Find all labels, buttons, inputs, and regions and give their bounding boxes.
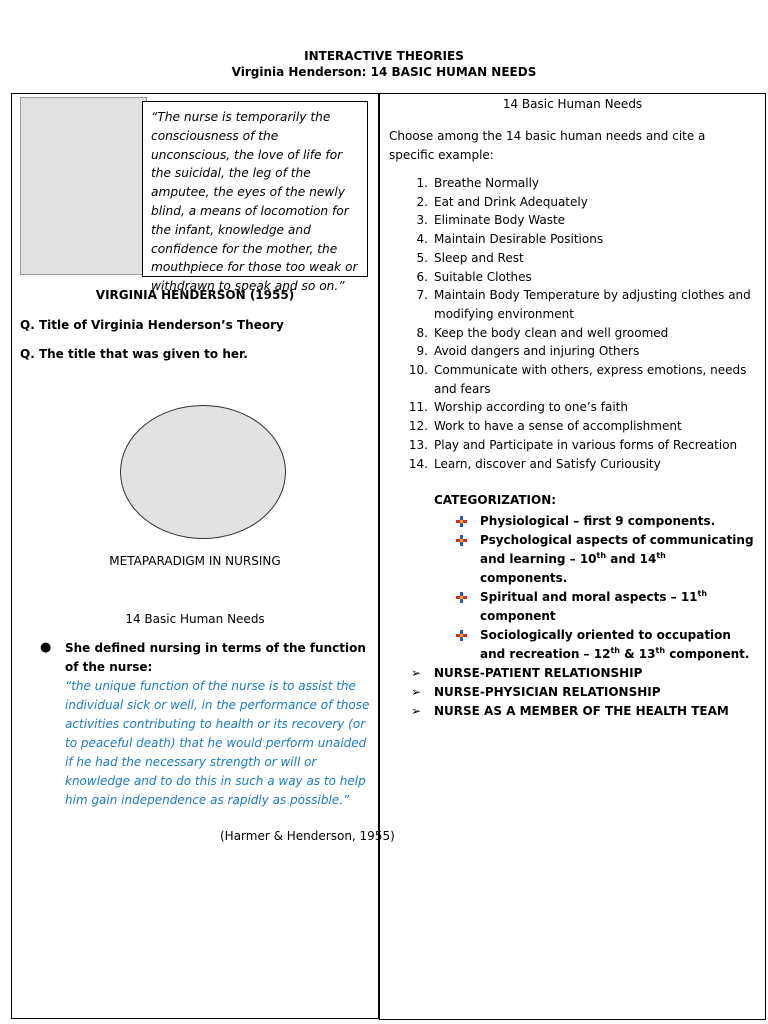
list-item bbox=[400, 324, 760, 343]
list-item-number: 12. bbox=[408, 419, 428, 434]
plus-bullet-icon bbox=[456, 592, 467, 603]
list-item bbox=[400, 286, 760, 323]
list-item-number: 6. bbox=[416, 269, 428, 284]
list-item-number: 11. bbox=[408, 400, 428, 415]
list-item-number: 9. bbox=[416, 344, 428, 359]
list-item bbox=[400, 361, 760, 398]
document-title bbox=[0, 48, 768, 80]
list-item-number: 8. bbox=[416, 325, 428, 340]
list-item bbox=[400, 249, 760, 268]
category-sociological: Sociologically oriented to occupation and recreation – 12th & 13th component. bbox=[480, 628, 750, 661]
list-item-text: Sleep and Rest bbox=[434, 250, 524, 265]
relationship-label: NURSE AS A MEMBER OF THE HEALTH TEAM bbox=[434, 704, 729, 718]
list-item bbox=[455, 588, 755, 626]
category-physiological: Physiological – first 9 components. bbox=[480, 514, 716, 528]
plus-bullet-icon bbox=[456, 630, 467, 641]
list-item-text: Maintain Desirable Positions bbox=[434, 232, 604, 247]
relationship-label: NURSE-PHYSICIAN RELATIONSHIP bbox=[434, 685, 661, 699]
list-item bbox=[400, 174, 760, 193]
plus-bullet-icon bbox=[456, 516, 467, 527]
title-line-2: Virginia Henderson: 14 BASIC HUMAN NEEDS bbox=[231, 65, 537, 79]
list-item-text: Keep the body clean and well groomed bbox=[434, 325, 669, 340]
henderson-oval-portrait-placeholder bbox=[120, 405, 286, 539]
category-psychological: Psychological aspects of communicating and learning – 10th and 14th components. bbox=[480, 533, 754, 585]
needs-heading: 14 Basic Human Needs bbox=[502, 97, 643, 111]
list-item bbox=[400, 436, 760, 455]
name-heading: VIRGINIA HENDERSON (1955) bbox=[95, 288, 295, 302]
list-item-text: Communicate with others, express emotions, needs and fears bbox=[434, 363, 747, 396]
question-2: Q. The title that was given to her. bbox=[20, 347, 248, 361]
list-item bbox=[411, 683, 729, 702]
list-item-text: Avoid dangers and injuring Others bbox=[434, 344, 640, 359]
list-item-number: 1. bbox=[416, 176, 428, 190]
list-item-text: Learn, discover and Satisfy Curiousity bbox=[434, 456, 661, 471]
list-item-text: Eat and Drink Adequately bbox=[434, 194, 588, 209]
nurse-quote-box: “The nurse is temporarily the consciousness of the unconscious, the love of life for the suicidal, the leg of the amputee, the eyes of the newly blind, a means of locomotion for the infant, knowledge and confidence for the mother, the mouthpiece for those too weak or withdrawn to speak and so on.” bbox=[142, 101, 368, 277]
relationship-label: NURSE-PATIENT RELATIONSHIP bbox=[434, 666, 643, 680]
arrow-bullet-icon: ➢ bbox=[411, 704, 422, 718]
arrow-bullet-icon: ➢ bbox=[411, 685, 422, 699]
list-item-text: Worship according to one’s faith bbox=[434, 400, 628, 415]
list-item bbox=[455, 531, 755, 588]
categorization-list bbox=[455, 512, 755, 664]
relationships-list bbox=[411, 664, 729, 721]
title-line-1: INTERACTIVE THEORIES bbox=[304, 49, 464, 63]
needs-instructions: Choose among the 14 basic human needs and cite a specific example: bbox=[389, 129, 706, 162]
list-item bbox=[411, 664, 729, 683]
list-item-number: 14. bbox=[408, 456, 428, 471]
list-item-text: Breathe Normally bbox=[434, 176, 539, 190]
bullet-icon: ● bbox=[40, 640, 52, 655]
list-item-number: 10. bbox=[408, 363, 428, 378]
list-item-number: 13. bbox=[408, 437, 428, 452]
list-item-number: 7. bbox=[416, 288, 428, 303]
list-item-number: 2. bbox=[416, 194, 428, 209]
list-item-text: Suitable Clothes bbox=[434, 269, 532, 284]
list-item-number: 4. bbox=[416, 232, 428, 247]
list-item bbox=[455, 626, 755, 664]
question-1: Q. Title of Virginia Henderson’s Theory bbox=[20, 318, 284, 332]
list-item-text: Work to have a sense of accomplishment bbox=[434, 419, 682, 434]
list-item-number: 5. bbox=[416, 250, 428, 265]
list-item bbox=[400, 342, 760, 361]
category-spiritual: Spiritual and moral aspects – 11th component bbox=[480, 589, 708, 623]
definition-quote: “the unique function of the nurse is to assist the individual sick or well, in the performance of those activities contributing to health or its recovery (or to peaceful death) that he would perform unaided if he had the necessary strength or will or knowledge and to do this in such a way as to help him gain independence as rapidly as possible.” bbox=[65, 679, 370, 807]
list-item bbox=[400, 268, 760, 287]
list-item bbox=[400, 398, 760, 417]
list-item-text: Maintain Body Temperature by adjusting clothes and modifying environment bbox=[434, 288, 751, 321]
citation: (Harmer & Henderson, 1955) bbox=[220, 829, 395, 843]
list-item-text: Eliminate Body Waste bbox=[434, 213, 566, 228]
henderson-portrait-placeholder bbox=[20, 97, 147, 275]
list-item bbox=[400, 211, 760, 230]
basic-needs-subheading: 14 Basic Human Needs bbox=[125, 612, 265, 626]
categorization-label: CATEGORIZATION: bbox=[434, 493, 557, 507]
needs-list bbox=[400, 174, 760, 473]
list-item bbox=[455, 512, 755, 531]
list-item bbox=[400, 455, 760, 474]
list-item bbox=[400, 193, 760, 212]
plus-bullet-icon bbox=[456, 535, 467, 546]
list-item-text: Play and Participate in various forms of Recreation bbox=[434, 437, 738, 452]
list-item bbox=[400, 230, 760, 249]
list-item-number: 3. bbox=[416, 213, 428, 228]
metaparadigm-heading: METAPARADIGM IN NURSING bbox=[109, 554, 281, 568]
definition-intro: She defined nursing in terms of the function of the nurse: bbox=[65, 641, 366, 674]
list-item bbox=[400, 417, 760, 436]
list-item bbox=[411, 702, 729, 721]
arrow-bullet-icon: ➢ bbox=[411, 666, 422, 680]
